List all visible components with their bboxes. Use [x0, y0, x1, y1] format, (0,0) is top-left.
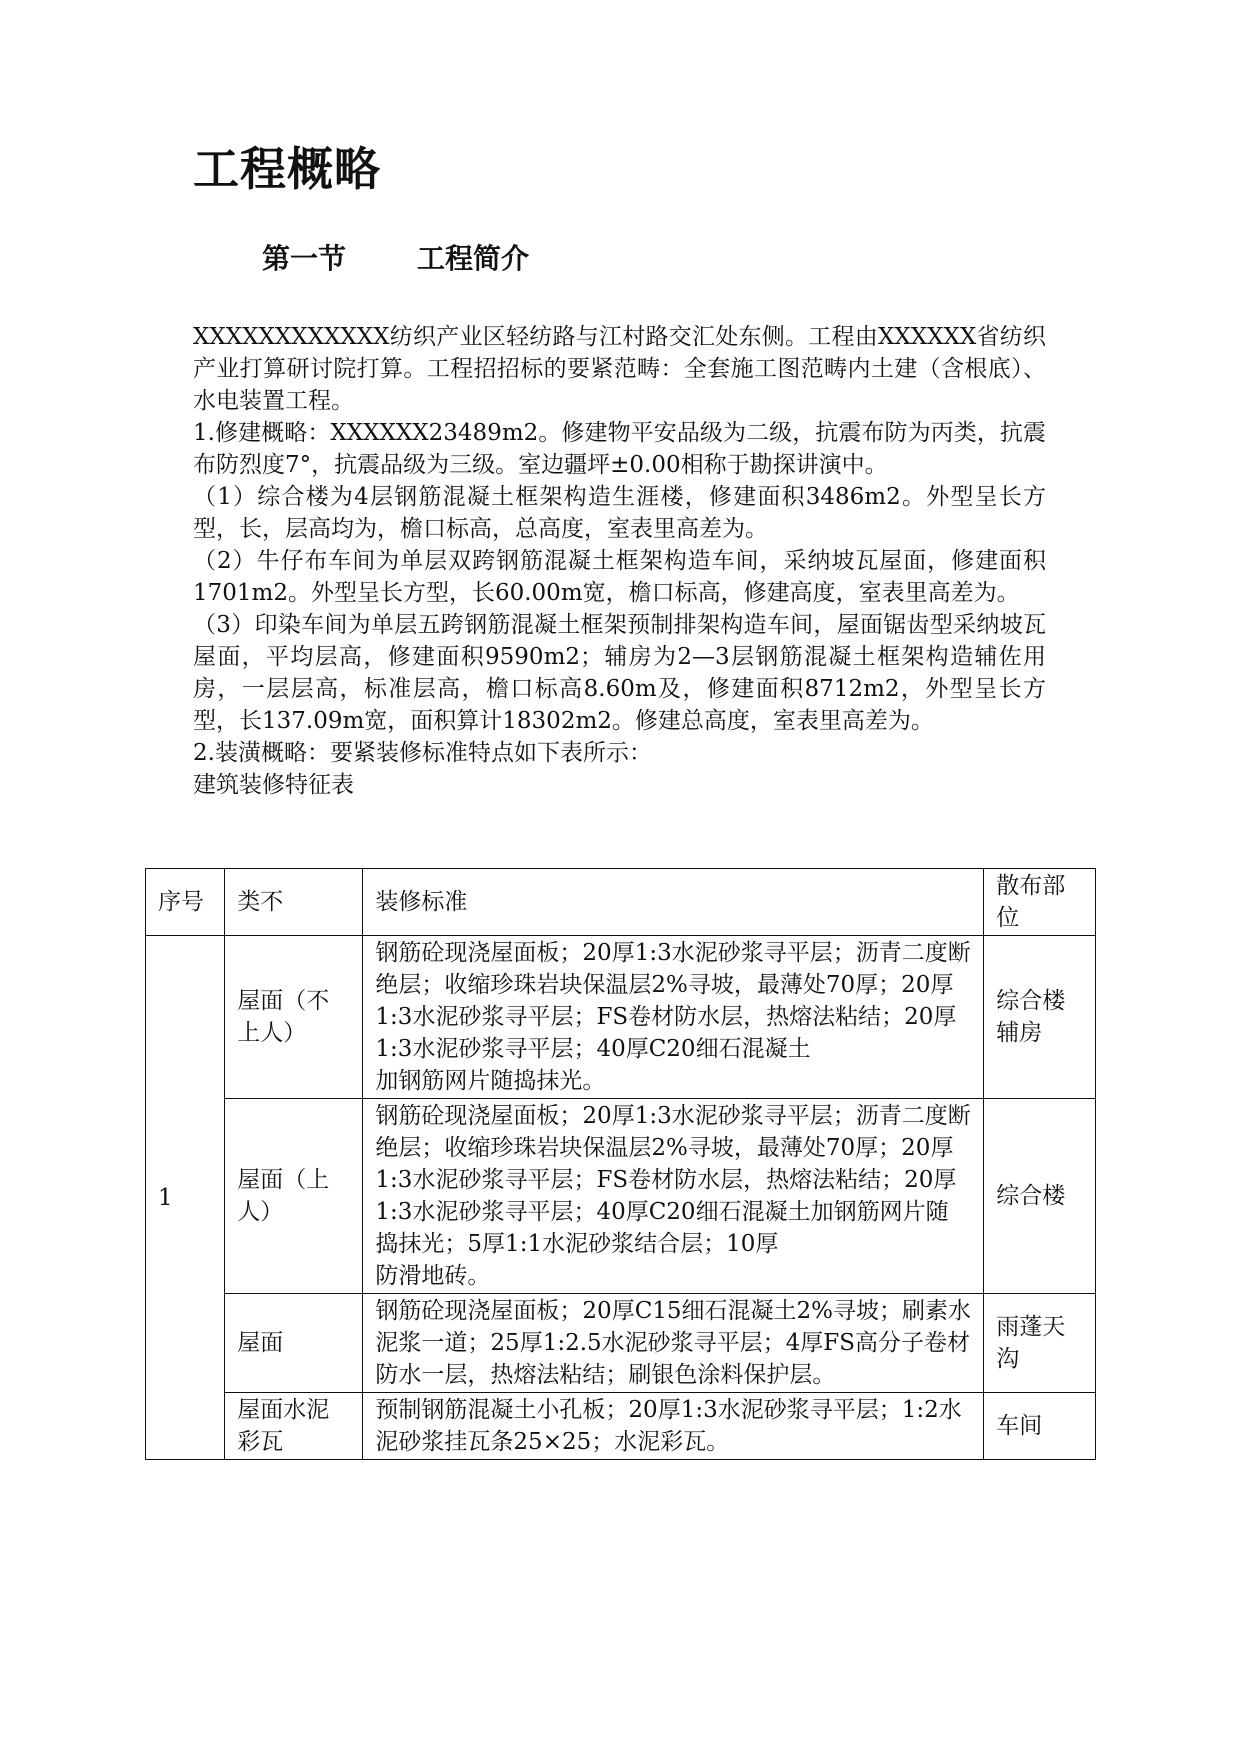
paragraph-item-1: （1）综合楼为4层钢筋混凝土框架构造生涯楼，修建面积3486m2。外型呈长方型，长，层高均为，檐口标高，总高度，室表里高差为。: [193, 484, 1046, 542]
paragraph-building-overview: 1.修建概略：XXXXXX23489m2。修建物平安品级为二级，抗震布防为丙类，抗震布防烈度7°，抗震品级为三级。室边疆坪±0.00相称于勘探讲演中。: [193, 420, 1046, 478]
cell-location: 车间: [984, 1393, 1096, 1460]
cell-standard: [363, 1099, 984, 1294]
cell-category: 屋面: [225, 1294, 363, 1393]
standard-line: 钢筋砼现浇屋面板；20厚C15细石混凝土2%寻坡；刷素水泥浆一道；25厚1:2.5水泥砂浆寻平层；4厚FS高分子卷材防水一层，热熔法粘结；刷银色涂料保护层。: [375, 1298, 972, 1388]
table-caption: 建筑装修特征表: [193, 772, 354, 798]
cell-standard: [363, 1393, 984, 1460]
header-seq: 序号: [146, 869, 225, 936]
body-text: [193, 321, 1046, 801]
table-row: [146, 1099, 1096, 1294]
standard-line: 预制钢筋混凝土小孔板；20厚1:3水泥砂浆寻平层；1:2水泥砂浆挂瓦条25×25；水泥彩瓦。: [375, 1397, 962, 1455]
paragraph-item-2: （2）牛仔布车间为单层双跨钢筋混凝土框架构造车间，采纳坡瓦屋面，修建面积1701m2。外型呈长方型，长60.00m宽，檐口标高，修建高度，室表里高差为。: [193, 548, 1046, 606]
cell-location: 综合楼辅房: [984, 936, 1096, 1099]
standard-line: 钢筋砼现浇屋面板；20厚1:3水泥砂浆寻平层；沥青二度断绝层；收缩珍珠岩块保温层2%寻坡，最薄处70厚；20厚1:3水泥砂浆寻平层；FS卷材防水层，热熔法粘结；20厚1:3水泥砂浆寻平层；40厚C20细石混凝土加钢筋网片随捣抹光；5厚1:1水泥砂浆结合层；10厚: [375, 1103, 971, 1257]
paragraph-decoration-overview: 2.装潢概略：要紧装修标准特点如下表所示：: [193, 740, 652, 766]
section-heading: [262, 237, 529, 277]
table-row: [146, 1393, 1096, 1460]
standard-line: 钢筋砼现浇屋面板；20厚1:3水泥砂浆寻平层；沥青二度断绝层；收缩珍珠岩块保温层2%寻坡，最薄处70厚；20厚1:3水泥砂浆寻平层；FS卷材防水层，热熔法粘结；20厚1:3水泥砂浆寻平层；40厚C20细石混凝土: [375, 940, 971, 1062]
cell-location: 雨蓬天沟: [984, 1294, 1096, 1393]
section-name: 工程简介: [417, 242, 530, 275]
paragraph-item-3: （3）印染车间为单层五跨钢筋混凝土框架预制排架构造车间，屋面锯齿型采纳坡瓦屋面，平均层高，修建面积9590m2；辅房为2—3层钢筋混凝土框架构造辅佐用房，一层层高，标准层高，檐口标高8.60m及，修建面积8712m2，外型呈长方型，长137.09m宽，面积算计18302m2。修建总高度，室表里高差为。: [193, 612, 1046, 734]
cell-location: 综合楼: [984, 1099, 1096, 1294]
paragraph-intro: XXXXXXXXXXXX纺织产业区轻纺路与江村路交汇处东侧。工程由XXXXXX省纺织产业打算研讨院打算。工程招招标的要紧范畴：全套施工图范畴内土建（含根底）、水电装置工程。: [193, 324, 1046, 414]
standard-line: 防滑地砖。: [375, 1263, 491, 1289]
header-standard: 装修标准: [363, 869, 984, 936]
header-category: 类不: [225, 869, 363, 936]
cell-category: 屋面（不上人）: [225, 936, 363, 1099]
cell-standard: [363, 936, 984, 1099]
header-location: 散布部位: [984, 869, 1096, 936]
cell-category: 屋面（上人）: [225, 1099, 363, 1294]
table-row: [146, 1294, 1096, 1393]
section-number: 第一节: [262, 242, 347, 275]
cell-seq: 1: [146, 936, 225, 1460]
cell-category: 屋面水泥彩瓦: [225, 1393, 363, 1460]
table-row: [146, 936, 1096, 1099]
cell-standard: [363, 1294, 984, 1393]
standard-line: 加钢筋网片随捣抹光。: [375, 1068, 606, 1094]
table-header-row: [146, 869, 1096, 936]
decoration-spec-table: [145, 868, 1096, 1460]
document-title: 工程概略: [193, 142, 381, 196]
